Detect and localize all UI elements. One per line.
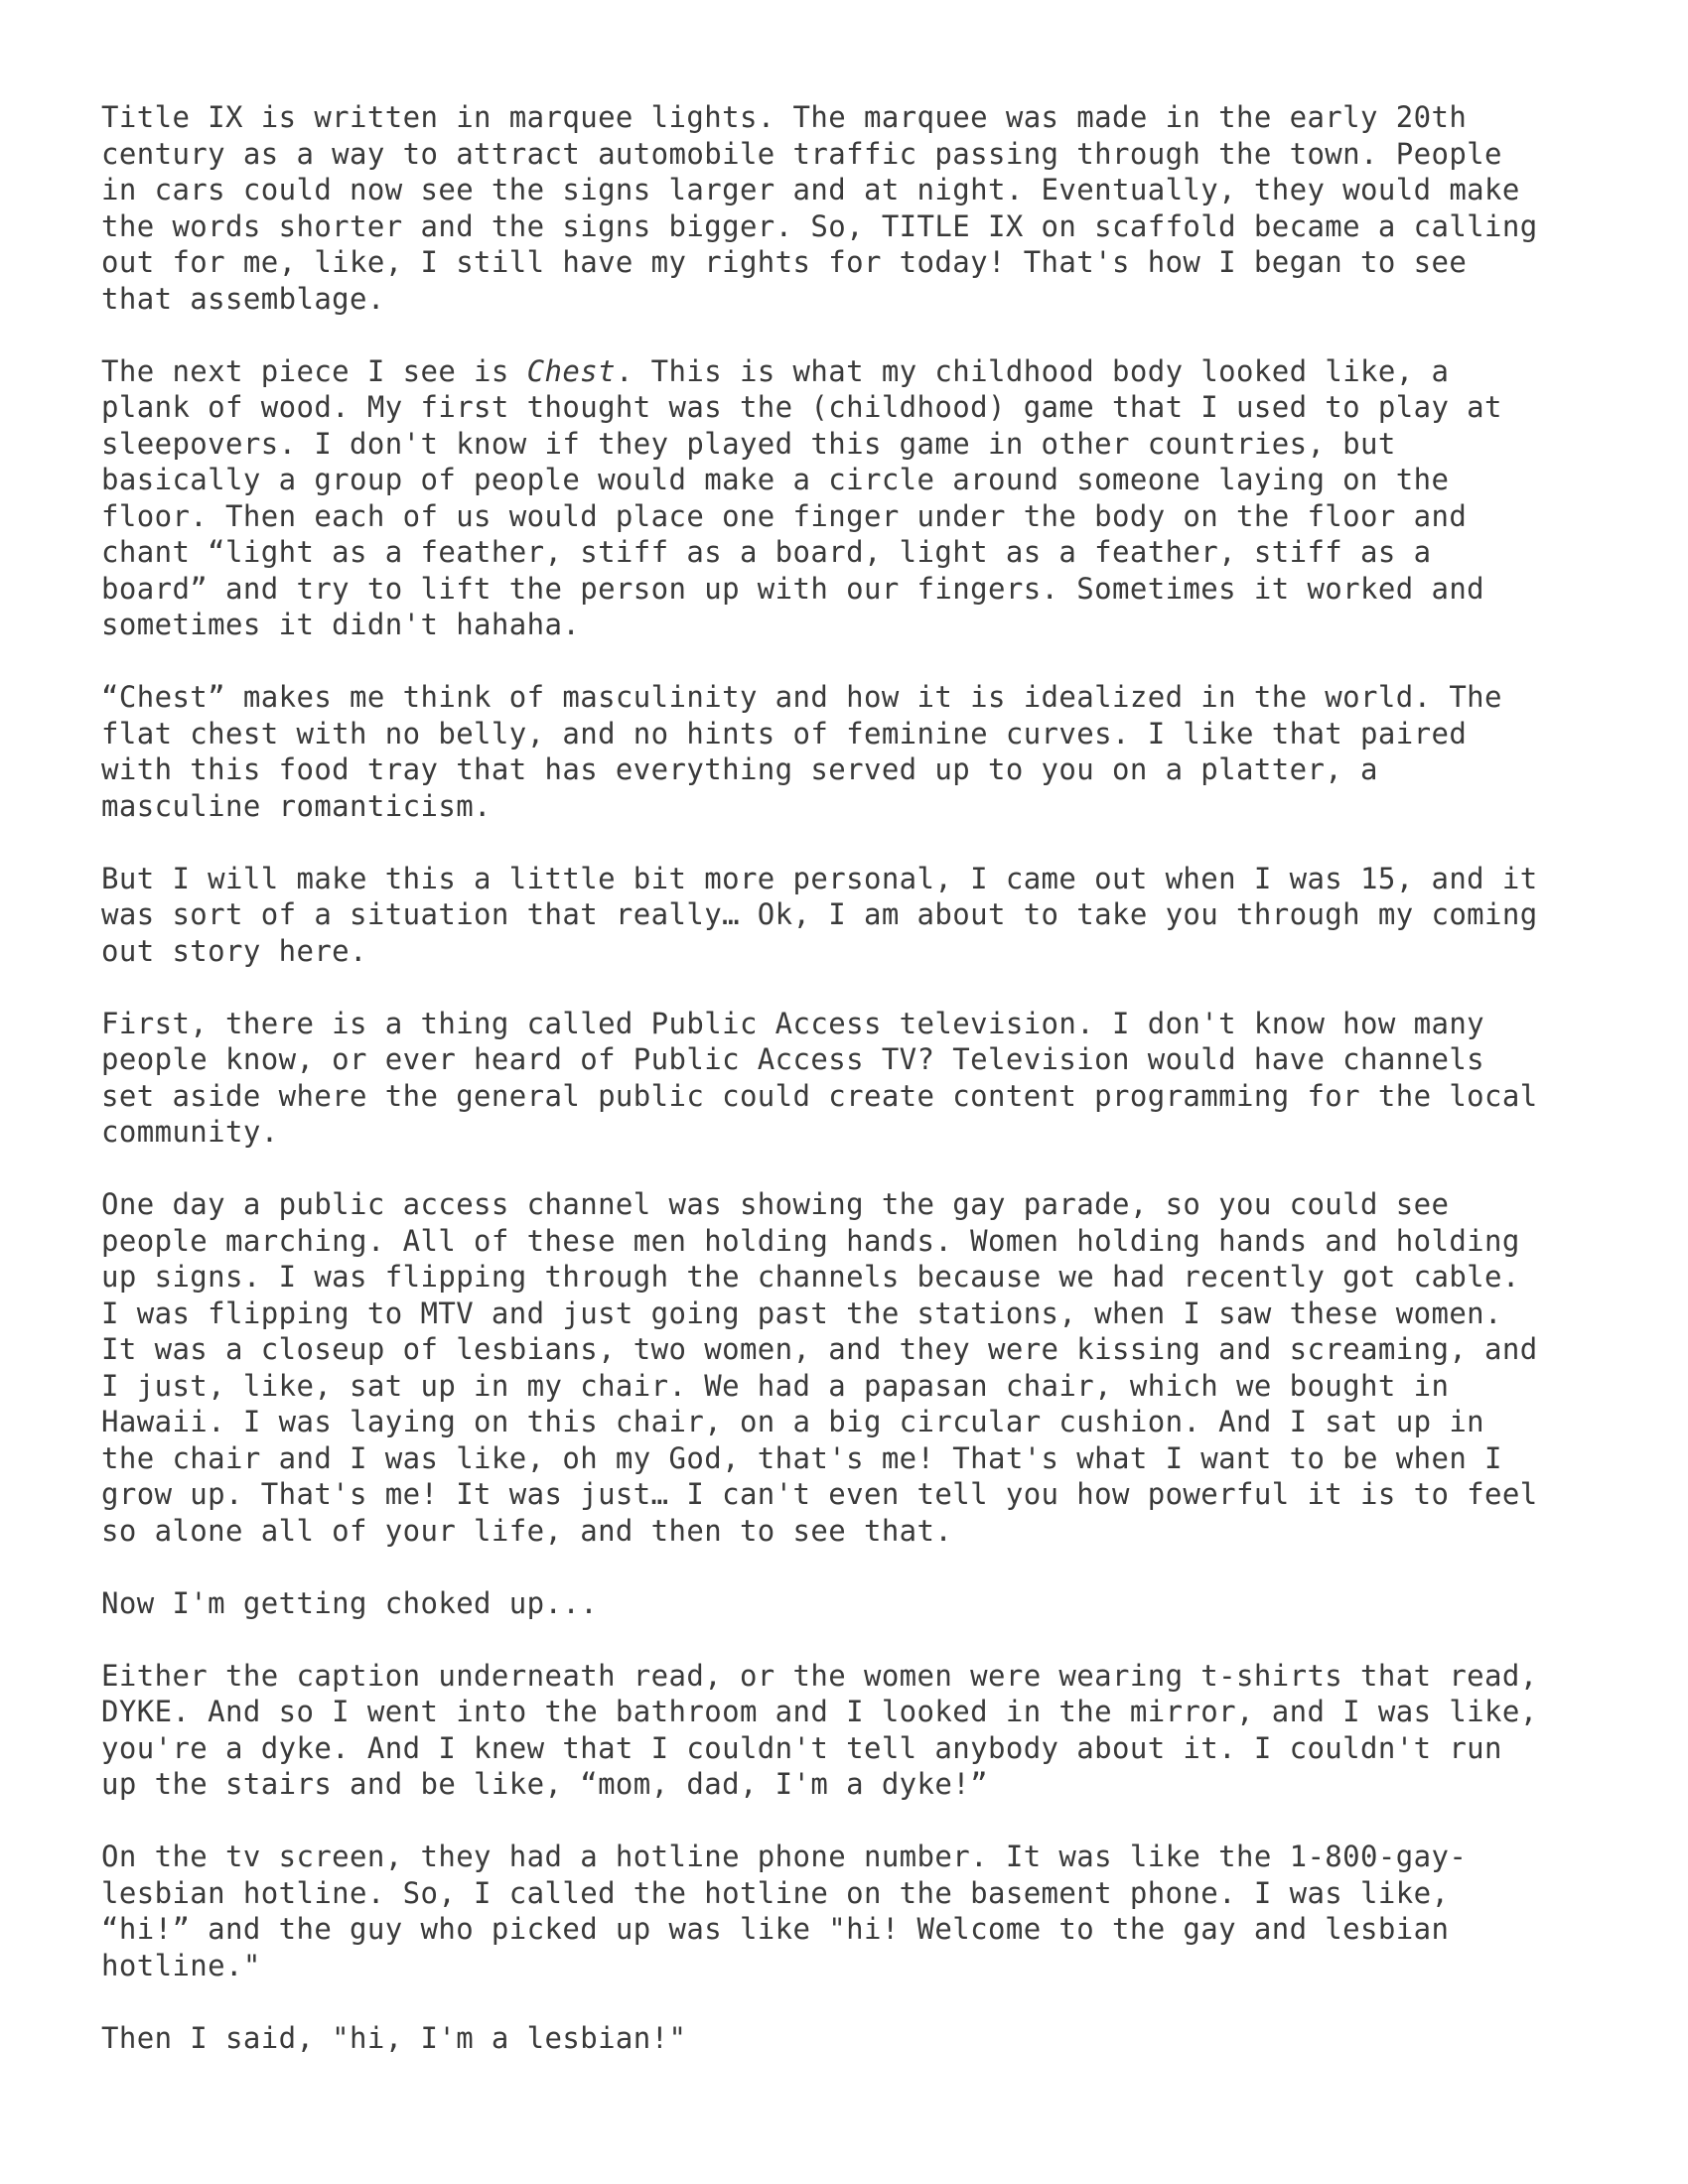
text-line: people know, or ever heard of Public Access TV? Television would have channels (101, 1042, 1485, 1076)
text-line: the chair and I was like, oh my God, that's me! That's what I want to be when I (101, 1440, 1502, 1475)
paragraph-i-said (101, 2020, 1611, 2057)
text-line: board” and try to lift the person up with our fingers. Sometimes it worked and (101, 571, 1485, 606)
paragraph-choked-up (101, 1585, 1611, 1622)
text-line: Either the caption underneath read, or the women were wearing t-shirts that read, (101, 1658, 1538, 1693)
text-line: DYKE. And so I went into the bathroom and I looked in the mirror, and I was like, (101, 1695, 1538, 1728)
text-line: On the tv screen, they had a hotline phone number. It was like the 1-800-gay- (101, 1840, 1468, 1873)
text-line: basically a group of people would make a circle around someone laying on the (101, 463, 1450, 496)
document-page (101, 99, 1611, 2093)
text-line: up the stairs and be like, “mom, dad, I'm a dyke!” (101, 1767, 988, 1801)
text-line: lesbian hotline. So, I called the hotline on the basement phone. I was like, (101, 1875, 1450, 1910)
text-line: people marching. All of these men holding hands. Women holding hands and holding (101, 1223, 1520, 1258)
text-line: was sort of a situation that really… Ok, I am about to take you through my coming (101, 897, 1538, 931)
paragraph-dyke-caption (101, 1658, 1611, 1803)
paragraph-chest-piece (101, 353, 1611, 643)
text-line: The next piece I see is (101, 353, 527, 388)
text-line: sleepovers. I don't know if they played this game in other countries, but (101, 426, 1396, 461)
text-line: Now I'm getting choked up... (101, 1585, 599, 1620)
text-line: First, there is a thing called Public Access television. I don't know how many (101, 1006, 1485, 1040)
text-line: hotline." (101, 1948, 261, 1982)
text-line: out story here. (101, 933, 367, 968)
text-line: in cars could now see the signs larger and at night. Eventually, they would make (101, 173, 1520, 206)
text-line: I was flipping to MTV and just going past the stations, when I saw these women. (101, 1296, 1502, 1330)
text-line: the words shorter and the signs bigger. So, TITLE IX on scaffold became a calling (101, 208, 1538, 243)
text-line: grow up. That's me! It was just… I can't even tell you how powerful it is to feel (101, 1477, 1538, 1511)
paragraph-public-access (101, 1006, 1611, 1151)
text-line: flat chest with no belly, and no hints of feminine curves. I like that paired (101, 716, 1468, 751)
text-line: I just, like, sat up in my chair. We had a papasan chair, which we bought in (101, 1368, 1450, 1403)
paragraph-coming-out-intro (101, 861, 1611, 970)
paragraph-title-ix (101, 99, 1611, 317)
text-line: so alone all of your life, and then to see that. (101, 1513, 953, 1548)
text-line: . This is what my childhood body looked like, a (615, 353, 1450, 388)
text-line: Hawaii. I was laying on this chair, on a big circular cushion. And I sat up in (101, 1405, 1485, 1438)
paragraph-hotline (101, 1839, 1611, 1983)
text-line: with this food tray that has everything served up to you on a platter, a (101, 752, 1378, 786)
text-line: that assemblage. (101, 281, 385, 316)
text-line: It was a closeup of lesbians, two women, and they were kissing and screaming, and (101, 1332, 1538, 1366)
artwork-title: Chest (526, 353, 616, 388)
text-line: community. (101, 1115, 279, 1149)
paragraph-masculinity (101, 679, 1611, 824)
text-line: set aside where the general public could create content programming for the local (101, 1078, 1538, 1113)
text-line: century as a way to attract automobile traffic passing through the town. People (101, 136, 1502, 171)
text-line: “hi!” and the guy who picked up was like "hi! Welcome to the gay and lesbian (101, 1912, 1450, 1946)
text-line: out for me, like, I still have my rights for today! That's how I began to see (101, 245, 1468, 279)
text-line: you're a dyke. And I knew that I couldn't tell anybody about it. I couldn't run (101, 1730, 1502, 1765)
text-line: floor. Then each of us would place one finger under the body on the floor and (101, 498, 1468, 533)
text-line: masculine romanticism. (101, 788, 492, 823)
text-line: One day a public access channel was showing the gay parade, so you could see (101, 1187, 1450, 1221)
text-line: Title IX is written in marquee lights. The marquee was made in the early 20th (101, 100, 1468, 134)
text-line: plank of wood. My first thought was the (childhood) game that I used to play at (101, 390, 1502, 424)
paragraph-gay-parade (101, 1186, 1611, 1549)
text-line: “Chest” makes me think of masculinity and how it is idealized in the world. The (101, 680, 1502, 714)
text-line: Then I said, "hi, I'm a lesbian!" (101, 2020, 687, 2055)
text-line: But I will make this a little bit more personal, I came out when I was 15, and it (101, 861, 1538, 895)
text-line: chant “light as a feather, stiff as a board, light as a feather, stiff as a (101, 535, 1432, 569)
text-line: up signs. I was flipping through the channels because we had recently got cable. (101, 1260, 1520, 1294)
text-line: sometimes it didn't hahaha. (101, 608, 581, 641)
